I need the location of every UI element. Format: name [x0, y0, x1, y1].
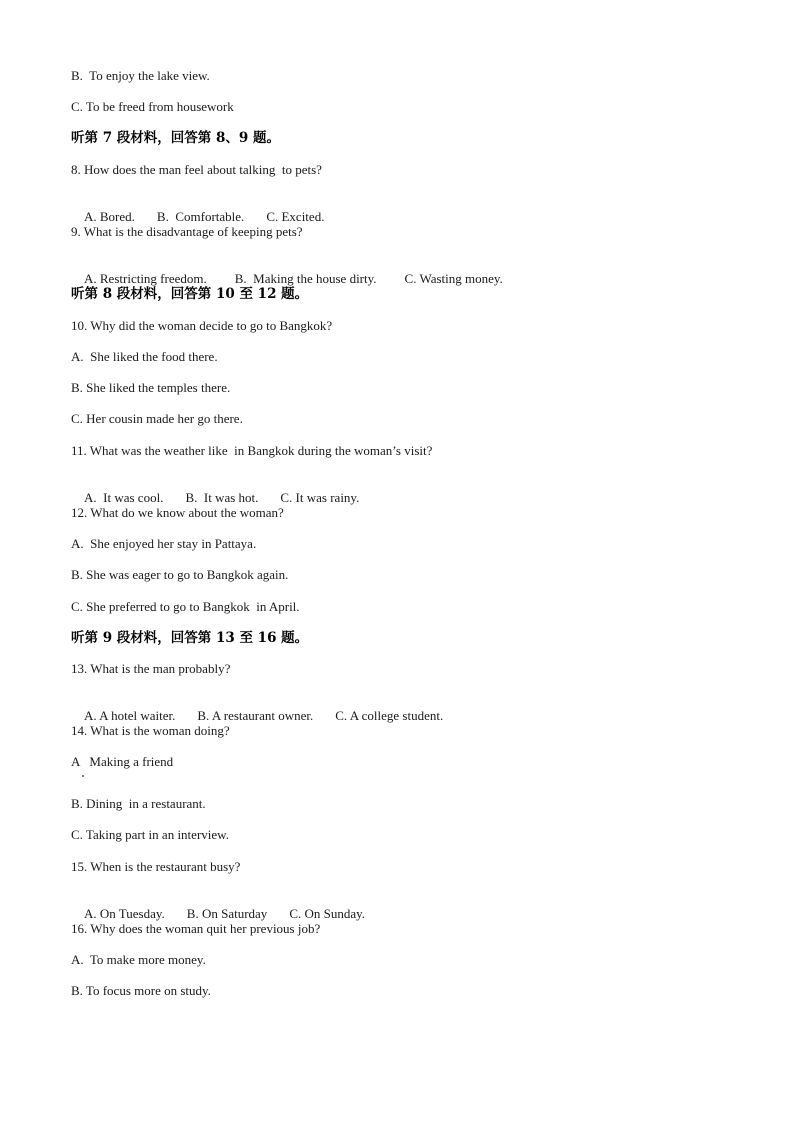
question-12: 12. What do we know about the woman?: [71, 505, 284, 520]
option-15a: A. On Tuesday.: [84, 906, 165, 921]
option-13a: A. A hotel waiter.: [84, 708, 176, 723]
stray-dot: [82, 775, 84, 777]
option-15c: C. On Sunday.: [289, 906, 366, 921]
question-13: 13. What is the man probably?: [71, 661, 231, 676]
option-12b: B. She was eager to go to Bangkok again.: [71, 567, 289, 582]
question-14: 14. What is the woman doing?: [71, 723, 230, 738]
option-12c: C. She preferred to go to Bangkok in April.: [71, 599, 300, 614]
option-16a: A. To make more money.: [71, 952, 206, 967]
option-8c: C. Excited.: [266, 209, 325, 224]
question-8: 8. How does the man feel about talking to pets?: [71, 162, 322, 177]
question-16: 16. Why does the woman quit her previous job?: [71, 921, 321, 936]
option-11a: A. It was cool.: [84, 490, 164, 505]
option-12a: A. She enjoyed her stay in Pattaya.: [71, 536, 257, 551]
option-15b: B. On Saturday: [186, 906, 268, 921]
option-13b: B. A restaurant owner.: [197, 708, 314, 723]
option-10a: A. She liked the food there.: [71, 349, 218, 364]
option-11c: C. It was rainy.: [280, 490, 360, 505]
option-8a: A. Bored.: [84, 209, 135, 224]
option-16b: B. To focus more on study.: [71, 983, 211, 998]
option-b-prev: B. To enjoy the lake view.: [71, 68, 210, 83]
option-14c: C. Taking part in an interview.: [71, 827, 229, 842]
option-9c: C. Wasting money.: [404, 271, 503, 286]
section-heading-7: 听第 7 段材料，回答第 8、9 题。: [71, 130, 280, 146]
option-9b: B. Making the house dirty.: [234, 271, 377, 286]
question-11: 11. What was the weather like in Bangkok during the woman’s visit?: [71, 443, 433, 458]
option-14a: A Making a friend: [71, 754, 174, 769]
option-10c: C. Her cousin made her go there.: [71, 411, 243, 426]
option-11b: B. It was hot.: [185, 490, 259, 505]
option-10b: B. She liked the temples there.: [71, 380, 231, 395]
option-8b: B. Comfortable.: [156, 209, 245, 224]
question-9: 9. What is the disadvantage of keeping pets?: [71, 224, 303, 239]
option-c-prev: C. To be freed from housework: [71, 99, 234, 114]
question-10: 10. Why did the woman decide to go to Bangkok?: [71, 318, 333, 333]
option-9a: A. Restricting freedom.: [84, 271, 207, 286]
section-heading-9: 听第 9 段材料，回答第 13 至 16 题。: [71, 630, 309, 646]
section-heading-8: 听第 8 段材料，回答第 10 至 12 题。: [71, 286, 309, 302]
option-14b: B. Dining in a restaurant.: [71, 796, 206, 811]
question-15: 15. When is the restaurant busy?: [71, 859, 241, 874]
option-13c: C. A college student.: [335, 708, 444, 723]
